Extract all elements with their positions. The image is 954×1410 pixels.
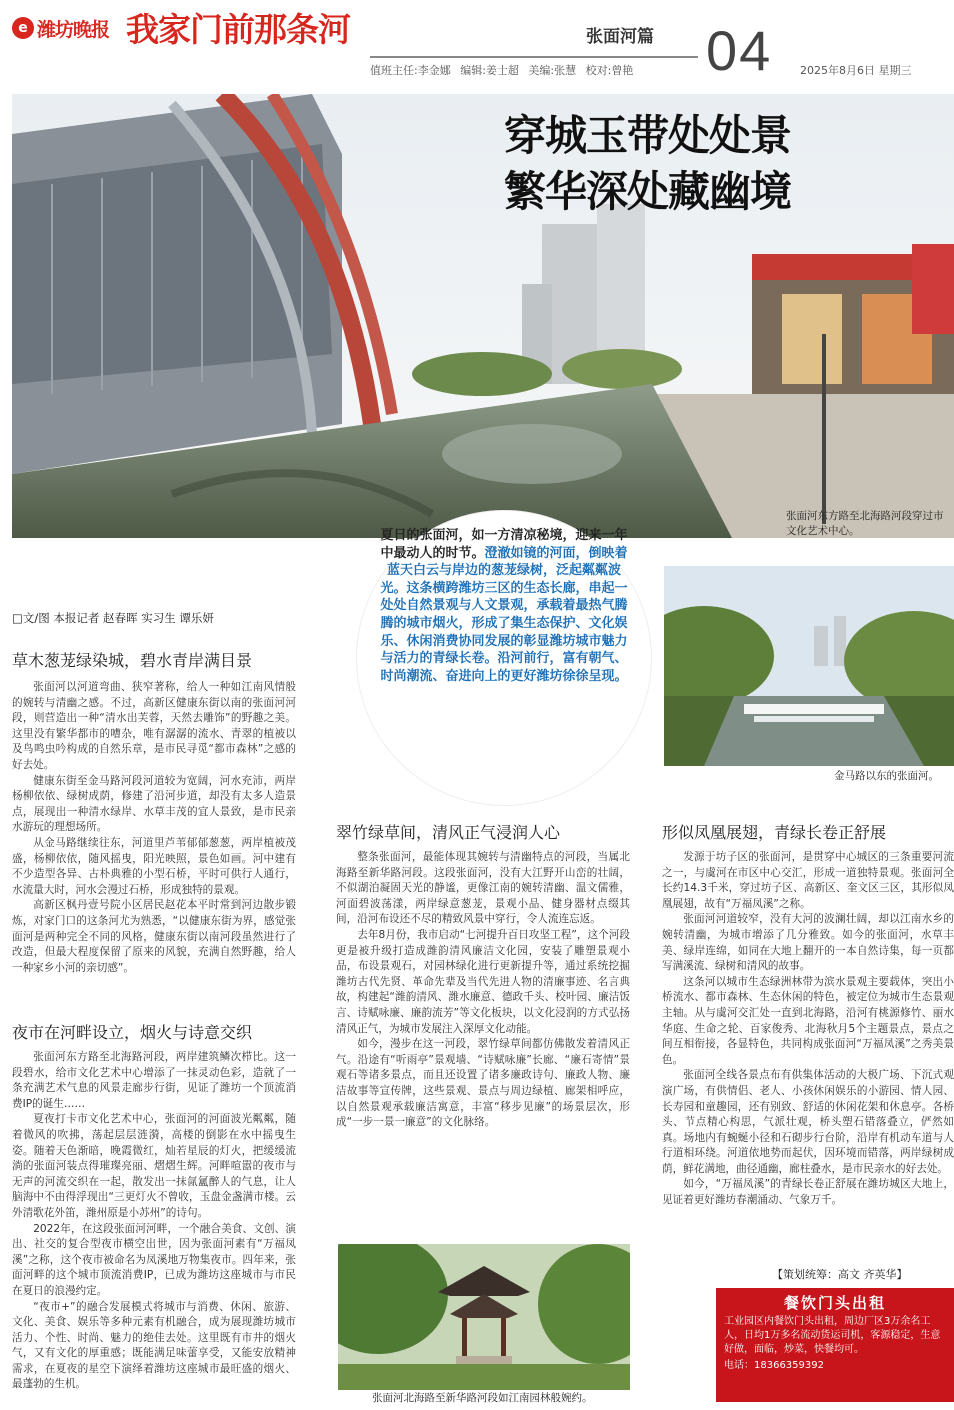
page-number: 04	[706, 19, 773, 82]
section-3-body	[336, 850, 630, 1238]
headline-line-1: 穿城玉带处处景	[504, 111, 792, 160]
paragraph: 如今，“万福凤溪”的青绿长卷正舒展在潍坊城区大地上，见证着更好潍坊春潮涌动、气象万千。	[662, 1178, 954, 1207]
section-heading-3: 翠竹绿草间，清风正气浸润人心	[336, 823, 561, 842]
section-4-body	[662, 850, 954, 1258]
section-subtitle: 张面河篇	[586, 27, 654, 47]
headline-line-2: 繁华深处藏幽境	[504, 167, 792, 216]
paragraph: 健康东街至金马路河段河道较为宽阔，河水充沛，两岸杨柳依依、绿树成荫，修建了沿河步道，却没有太多人造景点，展现出一种清水绿岸、水草丰茂的宜人景致，是市民亲水游玩的理想场所。	[12, 774, 296, 834]
paragraph: 发源于坊子区的张面河，是贯穿中心城区的三条重要河流之一，与虞河在市区中心交汇，形成一道独特景观。张面河全长约14.3千米，穿过坊子区、高新区、奎文区三区，其形似凤凰展翅，故有“万福凤溪”之称。	[662, 851, 954, 910]
paragraph: 如今，漫步在这一河段，翠竹绿草间都仿佛散发着清风正气。沿途有“听雨亭”景观墙、“诗赋咏廉”长廊、“廉石寄情”景观石等诸多景点，而且还设置了诸多廉政诗句、廉政人物、廉洁故事等宣传牌，这些景观、景点与周边绿植、廊架相呼应，以自然景观承载廉洁寓意，丰富“移步见廉”的场景层次，形成“一步一景一廉意”的文化脉络。	[336, 1038, 630, 1129]
photo2-caption: 金马路以东的张面河。	[834, 770, 939, 782]
ad-phone: 电话：18366359392	[724, 1360, 824, 1371]
paragraph: 张面河全线各景点布有供集体活动的大极广场、下沉式观演广场，有供情侣、老人、小孩休闲娱乐的小游园、情人园、长寿园和童趣园，还有别致、舒适的休闲花架和休息亭。各桥头、节点精心构思，气派壮观，桥头塑石错落叠立，俨然如真。场地内有蜿蜒小径和石砌步行台阶，沿岸有机动车道与人行道相环绕。河道依地势而起伏，因环境而错落，两岸绿树成荫，鲜花满地，曲径通幽，廊柱叠水，是市民亲水的好去处。	[662, 1069, 954, 1175]
logo-mark-icon: e	[12, 17, 34, 39]
main-headline	[504, 108, 791, 220]
paragraph: 张面河以河道弯曲、狭窄著称，给人一种如江南风情般的婉转与清幽之感。不过，高新区健康东街以南的张面河河段，则营造出一种“清水出芙蓉，天然去雕饰”的野趣之美。这里没有繁华都市的嘈杂，唯有潺潺的流水、青翠的植被以及鸟鸣虫吟构成的自然乐章，是市民寻觅“都市森林”之感的好去处。	[12, 681, 296, 771]
rental-ad	[716, 1288, 954, 1402]
section-heading-2: 夜市在河畔设立，烟火与诗意交织	[12, 1023, 253, 1042]
paper-name: 潍坊晚报	[37, 18, 110, 41]
hero-caption: 张面河东方路至北海路河段穿过市文化艺术中心。	[786, 510, 944, 537]
paragraph: 整条张面河，最能体现其婉转与清幽特点的河段，当属北海路至新华路河段。这段张面河，没有大江野开山峦的壮阔，不似湖泊凝固天光的静谧，更像江南的婉转清幽、温文儒雅，河面碧波荡漾，两岸绿意葱茏，景观小品、健身器材点缀其间，沿河布设还不尽的精致风景中穿行，令人流连忘返。	[336, 851, 630, 926]
paragraph: 从金马路继续往东，河道里芦苇郁郁葱葱，两岸植被茂盛，杨柳依依，随风摇曳，阳光映照，景色如画。河中建有不少造型各异、古朴典雅的小型石桥，平时可供行人通行，水流量大时，河水会漫过石桥，形成独特的景观。	[12, 836, 296, 896]
section-2-body	[12, 1050, 296, 1406]
river-photo-jinma	[664, 566, 954, 766]
issue-date: 2025年8月6日 星期三	[800, 64, 912, 77]
paper-logo	[12, 10, 124, 46]
header-rule	[370, 56, 698, 58]
ad-body: 工业园区内餐饮门头出租，周边厂区3万余名工人，日均1万多名流动货运司机，客源稳定，生意好做，面临，炒菜，快餐均可。	[724, 1316, 941, 1355]
photo3-caption: 张面河北海路至新华路河段如江南园林般婉约。	[372, 1392, 593, 1404]
pavilion-photo	[338, 1244, 630, 1390]
section-heading-4: 形似凤凰展翅，青绿长卷正舒展	[662, 823, 887, 842]
paragraph: 张面河东方路至北海路河段，两岸建筑鳞次栉比。这一段碧水，给市文化艺术中心增添了一抹灵动色彩，造就了一条充满艺术气息的风景走廊步行街，见证了潍坊一个顶流消费IP的诞生……	[12, 1051, 296, 1110]
paragraph: “夜市+”的融合发展模式将城市与消费、休闲、旅游、文化、美食、娱乐等多种元素有机融合，成为展现潍坊城市活力、个性、时尚、魅力的绝佳去处。这里既有市井的烟火气，又有文化的厚重感；既能满足味蕾享受，又能安放精神需求，在夏夜的星空下演绎着潍坊这座城市最旺盛的烟火、最蓬勃的生机。	[12, 1300, 296, 1391]
editor-credits: 值班主任:李金娜 编辑:姜士超 美编:张慧 校对:曾艳	[370, 64, 634, 77]
section-heading-1: 草木葱茏绿染城，碧水青岸满目景	[12, 651, 253, 670]
paragraph: 夏夜打卡市文化艺术中心，张面河的河面波光粼粼，随着微风的吹拂，荡起层层涟漪，高楼的倒影在水中摇曳生姿。随着天色渐暗，晚霞微红，灿若星辰的灯火，把缓缓流淌的张面河装点得璀璨亮丽、熠熠生辉。河畔喧嚣的夜市与无声的河流交织在一起，散发出一抹氤氲醉人的气息，让人脑海中不由得浮现出“三更灯火不曾收，玉盘金盏满市楼。云外清歌花外笛，潍州原是小苏州”的诗句。	[12, 1113, 296, 1219]
planning-credit: 【策划统筹：高文 齐英华】	[772, 1268, 908, 1281]
lead-text-blue: 澄澈如镜的河面，倒映着蓝天白云与岸边的葱茏绿树，泛起粼粼波光。这条横跨潍坊三区的生态长廊，串起一处处自然景观与人文景观，承载着最热气腾腾的城市烟火，形成了集生态保护、文化娱乐、休闲消费协同发展的彰显潍坊城市魅力与活力的青绿长卷。沿河前行，富有朝气、时尚潮流、奋进向上的更好潍坊徐徐呈现。	[380, 545, 628, 684]
paragraph: 张面河河道较窄，没有大河的波澜壮阔，却以江南水乡的婉转清幽，为城市增添了几分雅致。如今的张面河，水草丰美、绿岸连绵，如同在大地上翻开的一本自然诗集，每一页都写满溪流、绿树和清风的故事。	[662, 913, 954, 973]
lead-paragraph	[356, 510, 652, 806]
hero-photo	[12, 94, 954, 538]
lead-text-dark: 夏日的张面河，如一方清凉秘境，迎来一年中最动人的时节。	[380, 528, 628, 561]
byline: □文/图 本报记者 赵春晖 实习生 谭乐妍	[12, 611, 214, 625]
ad-title: 餐饮门头出租	[783, 1294, 886, 1312]
paragraph: 高新区枫丹壹号院小区居民赵花本平时常到河边散步锻炼，对家门口的这条河尤为熟悉，“以健康东街为界，感觉张面河是两种完全不同的风格，健康东街以南河段虽然进行了改造，但最大程度保留了原来的风貌，充满自然野趣，给人一种家乡小河的亲切感”。	[12, 899, 296, 974]
section-title: 我家门前那条河	[126, 10, 350, 49]
section-1-body	[12, 680, 296, 1002]
paragraph: 2022年，在这段张面河河畔，一个融合美食、文创、演出、社交的复合型夜市横空出世，因为张面河素有“万福凤溪”之称，这个夜市被命名为凤溪地万物集夜市。四年来，张面河畔的这个城市顶流消费IP，已成为潍坊这座城市与市民在夏日的浪漫约定。	[12, 1222, 296, 1297]
paragraph: 这条河以城市生态绿洲林带为滨水景观主要载体，突出小桥流水、都市森林、生态休闲的特色，被定位为城市生态景观主轴。从与虞河交汇处一直到北海路，沿河有桃源修竹、丽水华庭、生命之轮、百家俊秀、北海秋月5个主题景点，景点之间互相衔接，各显特色，共同构成张面河“万福凤溪”之秀美景色。	[662, 975, 954, 1066]
paragraph: 去年8月份，我市启动“七河提升百日攻坚工程”，这个河段更是被升级打造成潍韵清风廉洁文化园，安装了雕塑景观小品，布设景观石，对园林绿化进行更新提升等，通过系统挖掘潍坊古代先贤、革命先辈及当代先进人物的清廉事迹、名言典故，构建起“潍韵清风、潍水廉意、德政千头、校叶园、廉洁饭言、诗赋咏廉、廉韵流芳”等文化板块，以文化浸润的方式弘扬清风正气，为城市发展注入深厚文化动能。	[336, 928, 630, 1035]
